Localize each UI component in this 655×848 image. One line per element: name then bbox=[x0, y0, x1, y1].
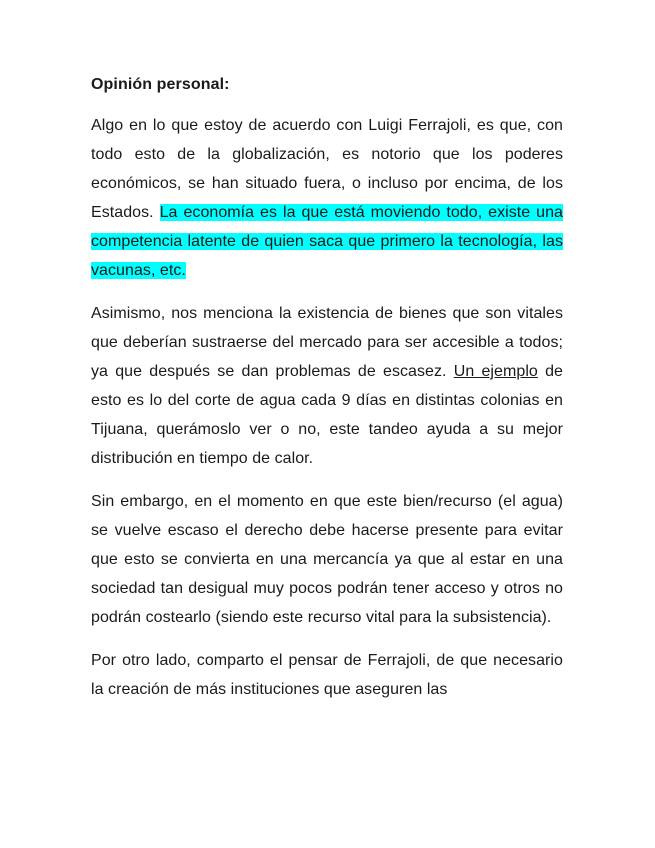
highlighted-text: La economía es la que está moviendo todo, existe una competencia latente de quien saca que primero la tecnología, las vacunas, etc. bbox=[91, 204, 564, 279]
paragraph-1-text: Algo en lo que estoy de acuerdo con Luigi Ferrajoli, es que, con todo esto de la globalización, es notorio que los poderes económicos, se han situado fuera, o incluso por encima, de los Estados. bbox=[91, 117, 563, 221]
underlined-text: Un ejemplo bbox=[453, 363, 538, 380]
paragraph-1 bbox=[91, 111, 563, 285]
paragraph-4: Por otro lado, comparto el pensar de Ferrajoli, de que necesario la creación de más instituciones que aseguren las bbox=[91, 652, 563, 698]
document-page bbox=[91, 70, 563, 718]
paragraph-2 bbox=[91, 299, 563, 473]
paragraph-2-text-after: de esto es lo del corte de agua cada 9 días en distintas colonias en Tijuana, querámoslo ver o no, este tandeo ayuda a su mejor distribución en tiempo de calor. bbox=[91, 363, 563, 467]
paragraph-3: Sin embargo, en el momento en que este bien/recurso (el agua) se vuelve escaso el derecho debe hacerse presente para evitar que esto se convierta en una mercancía ya que al estar en una sociedad tan desigual muy pocos podrán tener acceso y otros no podrán costearlo (siendo este recurso vital para la subsistencia). bbox=[91, 493, 563, 626]
paragraph-2-text-before: Asimismo, nos menciona la existencia de bienes que son vitales que deberían sustraerse del mercado para ser accesible a todos; ya que después se dan problemas de escasez. bbox=[91, 305, 563, 380]
section-heading: Opinión personal: bbox=[91, 76, 230, 93]
